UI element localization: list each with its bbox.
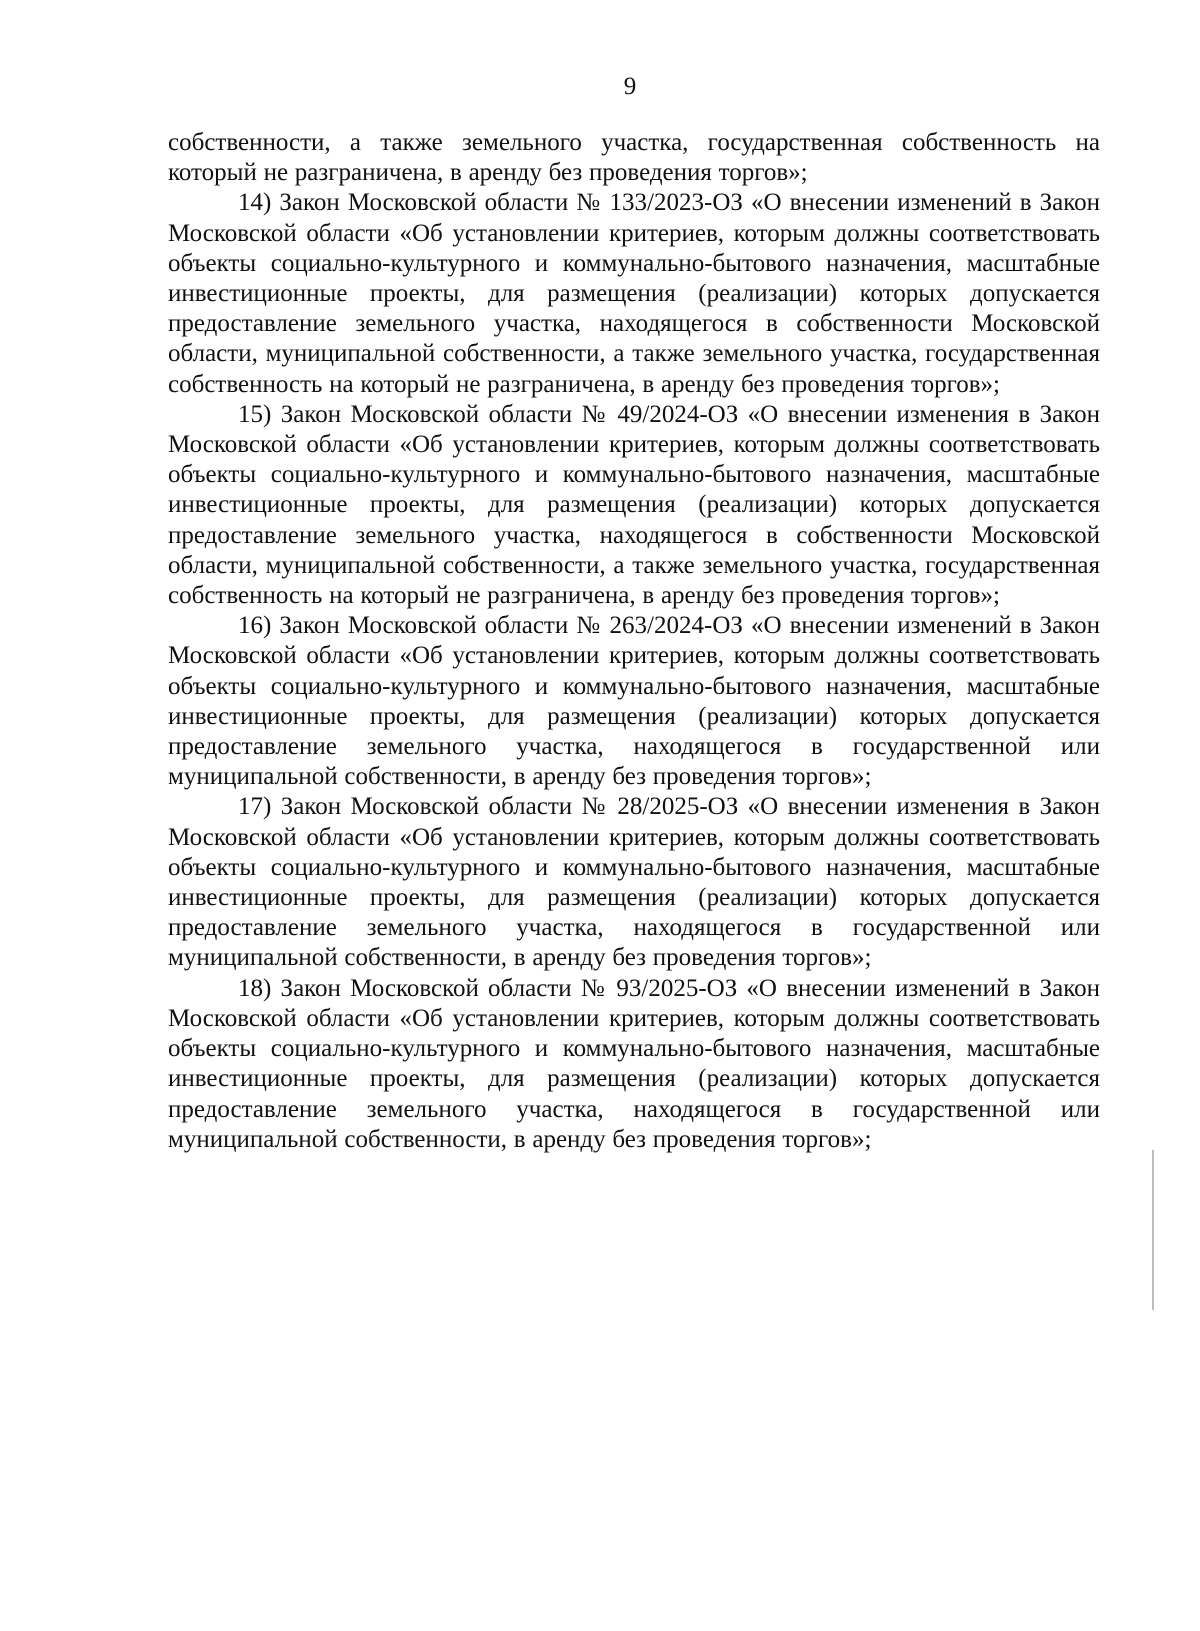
page-number: 9 xyxy=(623,73,637,100)
list-item-18: 18) Закон Московской области № 93/2025-ОЗ «О внесении изменений в Закон Московской области «Об установлении критериев, которым должны соответствовать объекты социально-культурного и коммунально-бытового назначения, масштабные инвестиционные проекты, для размещения (реализации) которых допускается предоставление земельного участка, находящегося в государственной или муниципальной собственности, в аренду без проведения торгов»; xyxy=(168,974,1100,1153)
document-body xyxy=(168,128,1100,1155)
list-item-14: 14) Закон Московской области № 133/2023-ОЗ «О внесении изменений в Закон Московской области «Об установлении критериев, которым должны соответствовать объекты социально-культурного и коммунально-бытового назначения, масштабные инвестиционные проекты, для размещения (реализации) которых допускается предоставление земельного участка, находящегося в собственности Московской области, муниципальной собственности, а также земельного участка, государственная собственность на который не разграничена, в аренду без проведения торгов»; xyxy=(168,189,1100,398)
list-item-17: 17) Закон Московской области № 28/2025-ОЗ «О внесении изменения в Закон Московской области «Об установлении критериев, которым должны соответствовать объекты социально-культурного и коммунально-бытового назначения, масштабные инвестиционные проекты, для размещения (реализации) которых допускается предоставление земельного участка, находящегося в государственной или муниципальной собственности, в аренду без проведения торгов»; xyxy=(168,793,1100,972)
paragraph-continuation: собственности, а также земельного участка, государственная собственность на который не разграничена, в аренду без проведения торгов»; xyxy=(168,129,1100,187)
list-item-15: 15) Закон Московской области № 49/2024-ОЗ «О внесении изменения в Закон Московской области «Об установлении критериев, которым должны соответствовать объекты социально-культурного и коммунально-бытового назначения, масштабные инвестиционные проекты, для размещения (реализации) которых допускается предоставление земельного участка, находящегося в собственности Московской области, муниципальной собственности, а также земельного участка, государственная собственность на который не разграничена, в аренду без проведения торгов»; xyxy=(168,400,1100,610)
list-item-16: 16) Закон Московской области № 263/2024-ОЗ «О внесении изменений в Закон Московской области «Об установлении критериев, которым должны соответствовать объекты социально-культурного и коммунально-бытового назначения, масштабные инвестиционные проекты, для размещения (реализации) которых допускается предоставление земельного участка, находящегося в государственной или муниципальной собственности, в аренду без проведения торгов»; xyxy=(168,612,1100,791)
scan-edge-line xyxy=(1152,1150,1154,1310)
